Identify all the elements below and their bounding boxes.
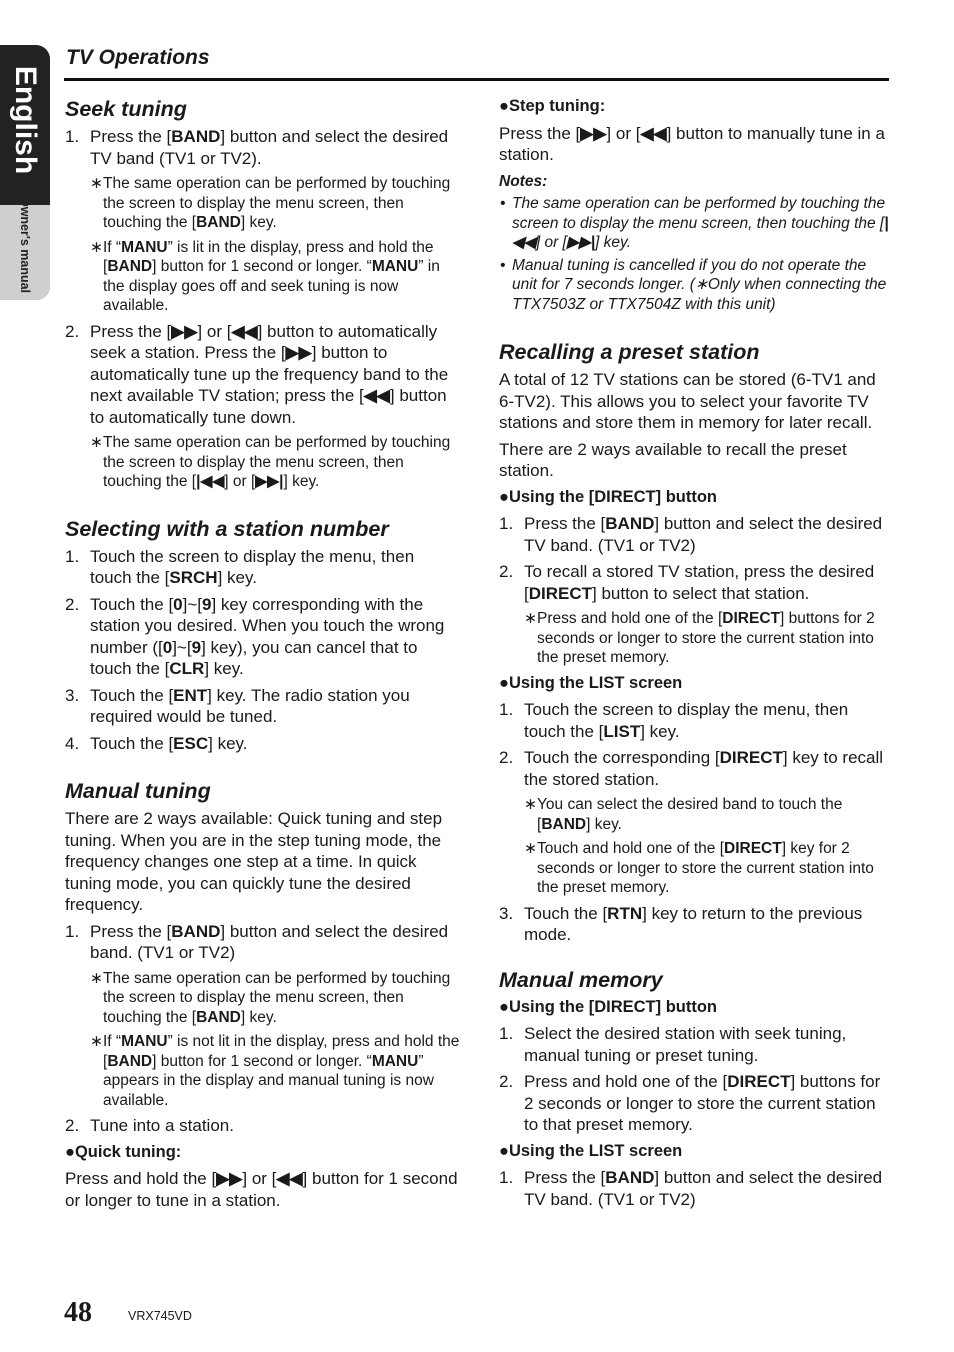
manual-tuning-heading: Manual tuning: [65, 779, 211, 803]
manual-step-1: [65, 921, 460, 964]
text: ” in the display goes off and seek tuning is now available.: [103, 258, 440, 314]
text: ] key to recall the stored station.: [524, 748, 884, 789]
header-rule: [64, 78, 889, 81]
text: ] button for 1 second or longer. “: [152, 258, 372, 275]
seek-step-2: [65, 321, 460, 429]
memory-list-heading: ●Using the LIST screen: [499, 1141, 683, 1160]
step-number: 2.: [499, 1072, 514, 1091]
text: ] buttons for 2 seconds or longer to store the current station to that preset memory.: [524, 1072, 881, 1134]
skip-back-icon: |◀◀: [512, 214, 889, 251]
station-number-heading: Selecting with a station number: [65, 516, 389, 541]
text: ] or [: [535, 234, 567, 251]
text: Press and hold the [: [65, 1169, 217, 1188]
memory-direct-step-2: [499, 1071, 891, 1136]
text: ] key.: [640, 721, 680, 741]
text: Press the [: [90, 127, 172, 146]
seek-step-1: [65, 126, 460, 169]
step-number: 1.: [499, 700, 514, 719]
text: Press and hold one of the [: [537, 610, 723, 627]
text: Press the [: [90, 321, 172, 341]
text: The same operation can be performed by touching the screen to display the menu screen, then touching the [: [103, 969, 451, 1026]
key-label: BAND: [605, 514, 655, 533]
recall-direct-step-2: [499, 561, 891, 604]
manual-memory-heading: Manual memory: [499, 967, 663, 992]
text: ” is lit in the display, press and hold the [: [103, 238, 434, 275]
step-number: 2.: [65, 594, 80, 614]
note-bullet-1: [499, 194, 891, 253]
text: Touch the [: [90, 733, 174, 753]
key-label: LIST: [603, 721, 641, 741]
quick-tuning-text: [65, 1168, 460, 1211]
text: ] key.: [240, 214, 277, 231]
text: The same operation can be performed by touching the screen to display the menu screen, then touching the [: [103, 434, 451, 490]
station-step-4: [65, 733, 460, 755]
text: To recall a stored TV station, press the desired [: [524, 562, 875, 603]
text: ]~[: [182, 594, 203, 614]
memory-direct-step-1: [499, 1023, 891, 1066]
station-step-3: [65, 685, 460, 728]
text: ] button and select the desired TV band. (TV1 or TV2): [524, 1168, 883, 1209]
key-label: BAND: [171, 921, 221, 941]
key-label: DIRECT: [724, 840, 782, 857]
key-label: BAND: [107, 1052, 153, 1070]
text: Press the [: [524, 514, 606, 533]
text: ] key corresponding with the station you desired. When you touch the wrong number ([: [90, 594, 445, 657]
text: ] key. The radio station you required would be tuned.: [90, 685, 410, 726]
step-number: 1.: [65, 127, 80, 146]
text: If “: [103, 238, 122, 256]
asterisk: ∗: [90, 969, 103, 987]
seek-note-2: [65, 238, 460, 316]
key-label: RTN: [607, 903, 643, 923]
text: ]~[: [172, 637, 192, 657]
recall-direct-note: [499, 609, 891, 668]
right-column: [499, 96, 891, 1215]
text: The same operation can be performed by touching the screen to display the menu screen, then touching the [: [103, 175, 451, 231]
text: ] key.: [240, 1008, 277, 1026]
text: ] button and select the desired TV band (TV1 or TV2).: [90, 127, 449, 168]
text: ] button and select the desired TV band. (TV1 or TV2): [524, 514, 883, 555]
asterisk: ∗: [524, 796, 537, 813]
step-number: 1.: [499, 514, 514, 533]
key-label: DIRECT: [528, 583, 593, 603]
text: ] button for 1 second or longer to tune in a station.: [65, 1169, 458, 1210]
text: Touch the corresponding [: [524, 748, 720, 767]
text: ] key for 2 seconds or longer to store the current station into the preset memory.: [537, 840, 874, 896]
text: Touch and hold one of the [: [537, 840, 725, 857]
key-label: BAND: [605, 1168, 655, 1187]
step-number: 1.: [499, 1024, 514, 1043]
text: If “: [103, 1033, 122, 1050]
key-label: CLR: [169, 659, 205, 678]
text: Tune into a station.: [90, 1116, 234, 1135]
text: ] key.: [217, 568, 257, 587]
key-label: DIRECT: [727, 1072, 791, 1091]
text: ] key.: [283, 473, 320, 490]
key-label: BAND: [171, 127, 221, 146]
step-number: 1.: [65, 921, 80, 941]
text: ] or [: [606, 123, 641, 143]
recall-direct-heading: ●Using the [DIRECT] button: [499, 487, 718, 506]
step-number: 4.: [65, 733, 80, 753]
text: ” is not lit in the display, press and hold the [: [103, 1033, 460, 1070]
key-label: DIRECT: [722, 610, 780, 627]
text: Press the [: [90, 921, 172, 941]
memory-direct-heading: ●Using the [DIRECT] button: [499, 997, 718, 1016]
skip-back-icon: |◀◀: [196, 473, 225, 490]
text: ] button to select that station.: [592, 583, 810, 603]
rewind-icon: ◀◀: [363, 386, 390, 405]
text: Press and hold one of the [: [524, 1072, 728, 1091]
text: Press the [: [499, 123, 581, 143]
recall-list-heading: ●Using the LIST screen: [499, 673, 683, 692]
step-number: 1.: [499, 1168, 514, 1187]
text: Touch the [: [90, 685, 174, 705]
text: ] button to automatically tune up the frequency band to the next available TV station; press the [: [90, 343, 449, 405]
key-label: SRCH: [169, 568, 218, 587]
text: ] button to manually tune in a station.: [499, 123, 885, 164]
side-tab-lower: [0, 196, 50, 300]
recall-list-step-1: [499, 699, 891, 742]
recall-list-step-2: [499, 747, 891, 790]
step-number: 2.: [65, 321, 80, 341]
key-label: ENT: [173, 685, 208, 705]
key-label: MANU: [121, 238, 168, 256]
manual-note-1: [65, 969, 460, 1028]
key-label: BAND: [541, 815, 587, 833]
text: The same operation can be performed by touching the screen to display the menu screen, then touching the [: [512, 195, 886, 232]
key-label: DIRECT: [719, 748, 783, 767]
text: Touch the [: [90, 594, 174, 614]
seek-tuning-heading: Seek tuning: [65, 97, 187, 121]
key-label: 9: [202, 594, 212, 614]
manual-note-2: [65, 1032, 460, 1110]
key-label: BAND: [196, 214, 241, 231]
step-number: 1.: [65, 546, 80, 566]
text: ] or [: [197, 321, 232, 341]
step-tuning-text: [499, 123, 891, 166]
text: ] key.: [586, 815, 622, 833]
step-number: 2.: [65, 1116, 80, 1135]
asterisk: ∗: [90, 238, 103, 256]
text: ] key.: [208, 733, 248, 753]
text: ] key to return to the previous mode.: [524, 903, 863, 944]
key-label: ESC: [173, 733, 209, 753]
recall-preset-heading: Recalling a preset station: [499, 340, 760, 364]
left-column: [65, 96, 460, 1216]
recall-list-note-1: [499, 795, 891, 834]
memory-list-step-1: [499, 1167, 891, 1210]
step-number: 3.: [65, 685, 80, 705]
fast-forward-icon: ▶▶: [580, 123, 607, 143]
text: Press the [: [524, 1168, 606, 1187]
text: ] button to automatically tune down.: [90, 386, 447, 427]
step-number: 2.: [499, 748, 514, 767]
asterisk: ∗: [524, 840, 537, 857]
fast-forward-icon: ▶▶: [285, 343, 312, 362]
bullet: •: [500, 256, 506, 274]
step-tuning-heading: ●Step tuning:: [499, 97, 606, 115]
key-label: 0: [162, 637, 173, 657]
step-number: 2.: [499, 562, 514, 581]
bullet: •: [500, 195, 506, 212]
fast-forward-icon: ▶▶: [171, 321, 198, 341]
text: ] button for 1 second or longer. “: [152, 1052, 372, 1070]
recall-intro: A total of 12 TV stations can be stored (6-TV1 and 6-TV2). This allows you to select your favorite TV stations and store them in memory for later recall.: [499, 370, 876, 432]
recall-ways: There are 2 ways available to recall the preset station.: [499, 439, 847, 480]
seek-note-1: [65, 174, 460, 233]
text: ] button to automatically seek a station. Press the [: [90, 321, 438, 362]
step-number: 3.: [499, 903, 514, 923]
skip-forward-icon: ▶▶|: [566, 234, 596, 251]
text: ] button and select the desired band. (TV1 or TV2): [90, 921, 449, 962]
station-step-1: [65, 546, 460, 589]
language-side-tab: [0, 45, 50, 300]
recall-list-step-3: [499, 903, 891, 946]
key-label: 0: [173, 594, 183, 614]
asterisk: ∗: [90, 175, 103, 192]
text: Touch the [: [524, 903, 608, 923]
skip-forward-icon: ▶▶|: [255, 473, 284, 490]
page-number: 48: [64, 1297, 92, 1328]
fast-forward-icon: ▶▶: [216, 1169, 243, 1188]
text: Select the desired station with seek tuning, manual tuning or preset tuning.: [524, 1024, 847, 1065]
seek-note-3: [65, 433, 460, 492]
note-bullet-2: [499, 256, 891, 315]
text: ] buttons for 2 seconds or longer to store the current station into the preset memory.: [537, 610, 875, 666]
manual-step-2: [65, 1115, 460, 1137]
text: ” appears in the display and manual tuning is now available.: [103, 1052, 434, 1109]
text: ] key.: [204, 659, 244, 678]
text: ] key.: [595, 234, 631, 251]
text: ] or [: [242, 1169, 277, 1188]
key-label: MANU: [121, 1033, 168, 1050]
rewind-icon: ◀◀: [231, 321, 258, 341]
page-section-title: TV Operations: [66, 46, 210, 69]
asterisk: ∗: [90, 1033, 103, 1050]
manual-tuning-intro: There are 2 ways available: Quick tuning and step tuning. When you are in the step tuning mode, the frequency changes one step at a time. In quick tuning mode, you can quickly tune the desired frequency.: [65, 809, 443, 914]
text: ] or [: [224, 473, 256, 490]
notes-heading: Notes:: [499, 172, 548, 190]
recall-direct-step-1: [499, 513, 891, 556]
text: Touch the screen to display the menu, then touch the [: [90, 546, 415, 587]
key-label: MANU: [371, 1052, 419, 1070]
rewind-icon: ◀◀: [640, 123, 667, 143]
recall-list-note-2: [499, 839, 891, 898]
key-label: 9: [191, 637, 202, 657]
key-label: MANU: [371, 258, 419, 275]
text: Touch the screen to display the menu, then touch the [: [524, 700, 849, 741]
key-label: BAND: [196, 1008, 241, 1026]
text: ] key), you can cancel that to touch the [: [90, 637, 418, 678]
asterisk: ∗: [524, 610, 537, 627]
asterisk: ∗: [90, 434, 103, 451]
side-tab-subtitle: Owner's manual: [18, 196, 32, 294]
key-label: BAND: [107, 258, 153, 275]
model-number: VRX745VD: [128, 1309, 192, 1323]
rewind-icon: ◀◀: [276, 1169, 303, 1188]
quick-tuning-heading: ●Quick tuning:: [65, 1142, 182, 1161]
side-tab-language: English: [9, 65, 42, 175]
station-step-2: [65, 594, 460, 680]
text: You can select the desired band to touch the [: [537, 796, 843, 833]
text: Manual tuning is cancelled if you do not operate the unit for 7 seconds longer. (∗Only when connecting the TTX7503Z or TTX7504Z with this unit): [512, 256, 887, 313]
